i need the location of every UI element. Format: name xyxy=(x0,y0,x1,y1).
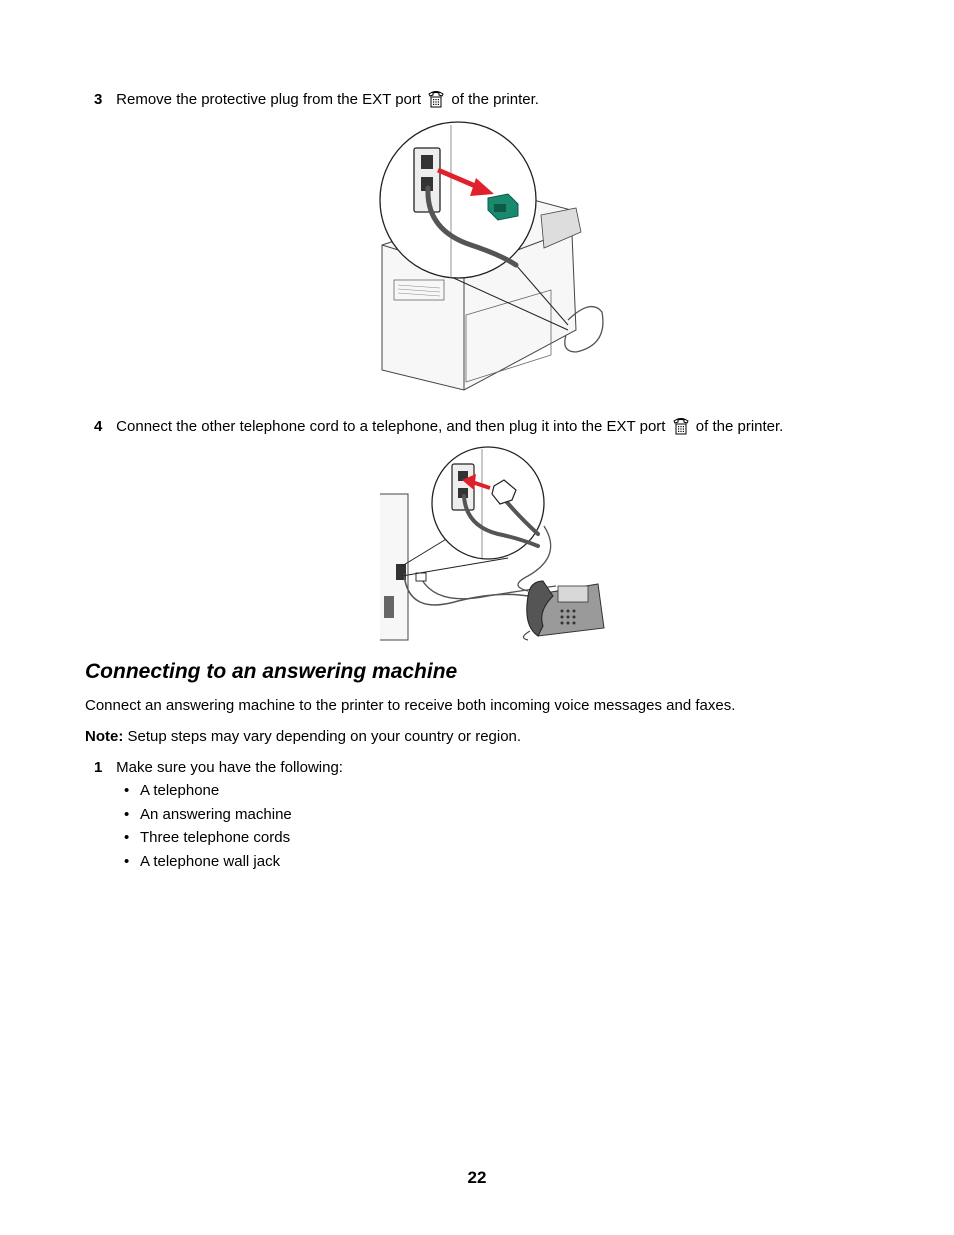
step-3 xyxy=(94,89,539,109)
step-text: Connect the other telephone cord to a telephone, and then plug it into the EXT port xyxy=(116,418,666,435)
step-4 xyxy=(94,416,783,436)
requirements-list xyxy=(120,782,292,877)
list-item: • An answering machine xyxy=(120,806,292,830)
step-number: 1 xyxy=(94,759,103,776)
printer-ext-port-illustration xyxy=(376,120,608,398)
step-number: 4 xyxy=(94,418,103,435)
telephone-connection-illustration xyxy=(378,446,608,642)
step-text: Remove the protective plug from the EXT port xyxy=(116,91,422,108)
note xyxy=(85,728,521,746)
telephone-ext-port-icon xyxy=(672,416,690,436)
list-item: • A telephone wall jack xyxy=(120,853,292,877)
telephone-ext-port-icon xyxy=(427,89,445,109)
step-text: Make sure you have the following: xyxy=(116,759,343,776)
step-text-end: of the printer. xyxy=(695,418,784,435)
list-item: • Three telephone cords xyxy=(120,829,292,853)
section-title: Connecting to an answering machine xyxy=(85,660,458,683)
page-number: 22 xyxy=(467,1168,487,1187)
section-intro: Connect an answering machine to the printer to receive both incoming voice messages and faxes. xyxy=(85,697,736,714)
list-item: • A telephone xyxy=(120,782,292,806)
step-number: 3 xyxy=(94,91,103,108)
note-label: Note: xyxy=(85,728,124,745)
note-text: Setup steps may vary depending on your country or region. xyxy=(127,728,522,745)
step-text-end: of the printer. xyxy=(451,91,539,108)
step-1 xyxy=(94,759,343,777)
